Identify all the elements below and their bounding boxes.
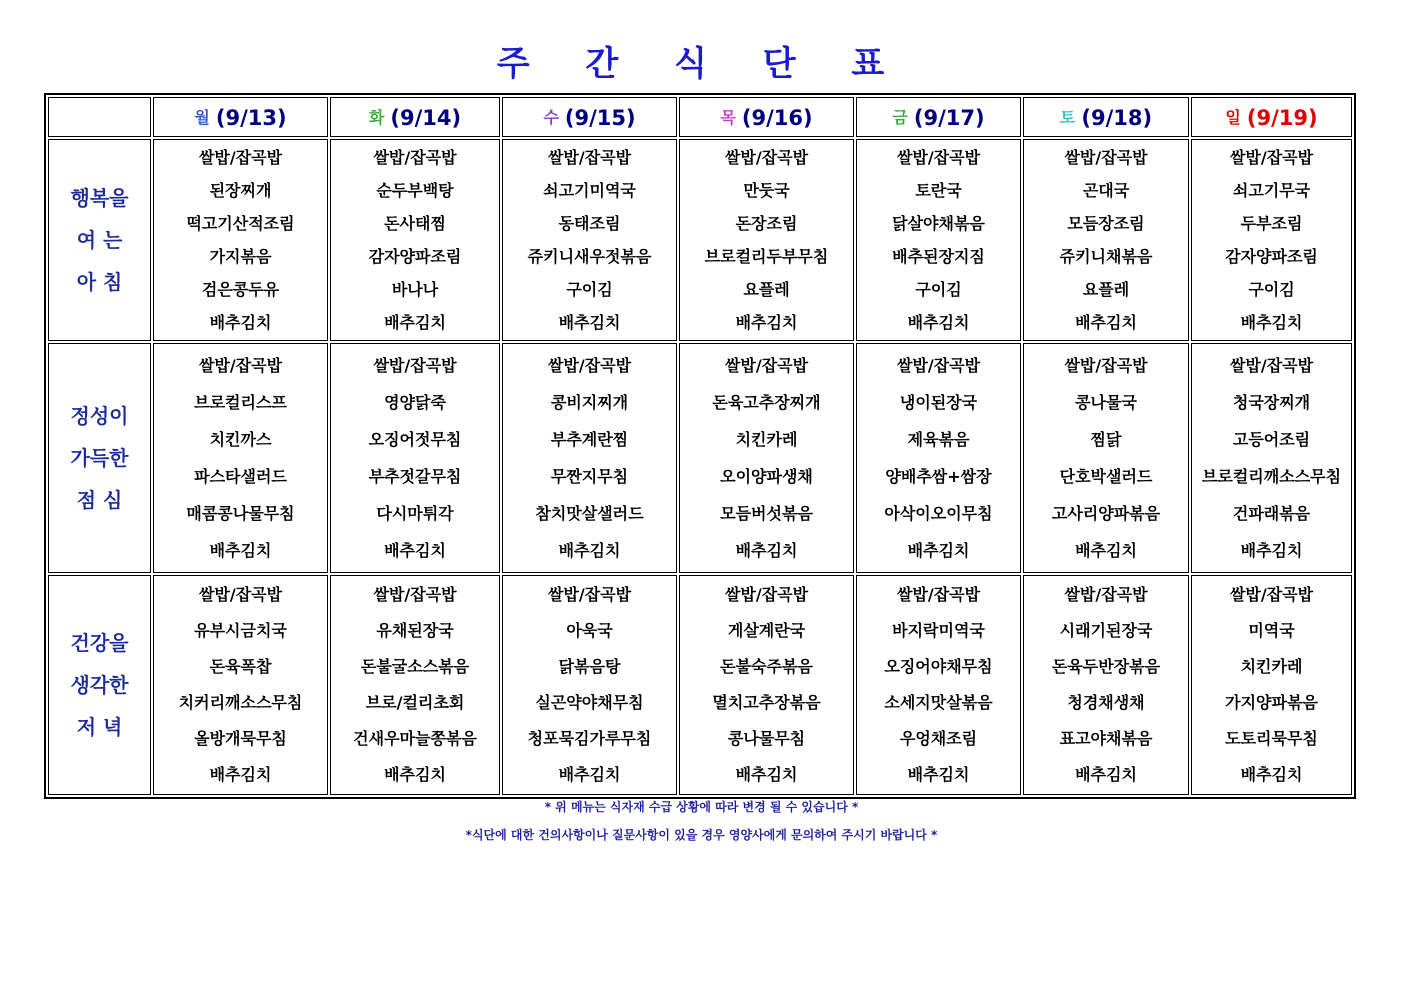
- menu-item: 요플레: [1082, 280, 1130, 299]
- menu-item: 쌀밥/잡곡밥: [1064, 356, 1148, 375]
- menu-item: 모듬버섯볶음: [720, 504, 813, 523]
- menu-item: 쌀밥/잡곡밥: [724, 585, 809, 604]
- menu-cell: [502, 575, 677, 795]
- menu-item: 영양닭죽: [384, 393, 446, 412]
- menu-item: 바지락미역국: [892, 621, 985, 640]
- menu-item: 돈불굴소스볶음: [360, 657, 470, 676]
- menu-item: 유부시금치국: [194, 621, 287, 640]
- menu-item: 참치맛살샐러드: [535, 504, 644, 523]
- meal-label: 점 심: [76, 488, 123, 512]
- meal-label-cell: [48, 343, 151, 573]
- menu-item: 쌀밥/잡곡밥: [1229, 585, 1314, 604]
- menu-item: 바나나: [391, 280, 439, 299]
- weekday-icon: 금: [892, 107, 908, 127]
- menu-item: 돈육폭찹: [209, 657, 272, 676]
- day-date: (9/15): [564, 105, 636, 130]
- menu-cell: [330, 343, 500, 573]
- menu-cell: [856, 575, 1021, 795]
- menu-item: 토란국: [915, 181, 962, 200]
- menu-item: 양배추쌈+쌈장: [885, 467, 992, 486]
- menu-cell: [153, 139, 328, 341]
- page-title: 주 간 식 단 표: [496, 44, 907, 84]
- day-date: (9/19): [1246, 105, 1318, 130]
- day-header: [679, 97, 854, 137]
- dinner-row: [48, 575, 1352, 795]
- menu-item: 냉이된장국: [899, 393, 978, 412]
- menu-item: 쌀밥/잡곡밥: [1229, 148, 1314, 167]
- menu-cell: [330, 139, 500, 341]
- notice-change: * 위 메뉴는 식자재 수급 상황에 따라 변경 될 수 있습니다 *: [544, 800, 859, 814]
- menu-item: 파스타샐러드: [194, 467, 287, 486]
- menu-item: 멸치고추장볶음: [712, 693, 821, 712]
- menu-item: 오징어젓무침: [368, 430, 462, 449]
- menu-item: 게살계란국: [727, 621, 806, 640]
- day-header: [502, 97, 677, 137]
- day-label: [543, 106, 635, 130]
- menu-item: 쌀밥/잡곡밥: [724, 356, 809, 375]
- menu-item: 쌀밥/잡곡밥: [373, 148, 457, 167]
- menu-item: 브로/컬리초회: [365, 693, 465, 712]
- menu-item: 배추김치: [558, 313, 621, 332]
- day-date: (9/16): [741, 105, 813, 130]
- menu-item: 가지양파볶음: [1225, 693, 1318, 712]
- menu-cell: [1023, 343, 1189, 573]
- menu-item: 배추김치: [1075, 313, 1137, 332]
- weekday-icon: 일: [1225, 107, 1241, 127]
- menu-cell: [679, 139, 854, 341]
- menu-item: 모듬장조림: [1067, 214, 1145, 233]
- menu-item: 건새우마늘쫑볶음: [353, 729, 477, 748]
- menu-item: 아삭이오이무침: [884, 504, 993, 523]
- menu-item: 순두부백탕: [376, 181, 454, 200]
- menu-item: 쌀밥/잡곡밥: [896, 585, 981, 604]
- day-date: (9/13): [215, 105, 287, 130]
- menu-cell: [330, 575, 500, 795]
- meal-label: 여 는: [76, 228, 123, 252]
- menu-item: 쌀밥/잡곡밥: [373, 356, 457, 375]
- menu-item: 쌀밥/잡곡밥: [724, 148, 809, 167]
- weekly-menu-table: [44, 93, 1356, 799]
- day-date: (9/14): [390, 105, 462, 130]
- menu-item: 배추김치: [907, 313, 970, 332]
- menu-item: 치킨카레: [735, 430, 798, 449]
- menu-item: 배추김치: [735, 765, 798, 784]
- menu-item: 오징어야채무침: [884, 657, 993, 676]
- day-label: [720, 106, 812, 130]
- menu-item: 쌀밥/잡곡밥: [547, 148, 632, 167]
- menu-item: 시래기된장국: [1059, 621, 1153, 640]
- menu-item: 실곤약야채무침: [535, 693, 644, 712]
- day-label: [1060, 106, 1152, 130]
- menu-item: 고사리양파볶음: [1051, 504, 1161, 523]
- menu-cell: [502, 343, 677, 573]
- menu-item: 고등어조림: [1232, 430, 1311, 449]
- breakfast-row: [48, 139, 1352, 341]
- day-label: [369, 106, 461, 130]
- meal-label: 저 녁: [76, 715, 123, 739]
- menu-cell: [679, 575, 854, 795]
- menu-item: 감자양파조림: [1225, 247, 1318, 266]
- menu-item: 배추김치: [558, 541, 621, 560]
- weekday-icon: 화: [368, 107, 385, 127]
- menu-item: 브로컬리깨소스무침: [1201, 467, 1342, 486]
- day-header: [153, 97, 328, 137]
- menu-item: 건파래볶음: [1232, 504, 1311, 523]
- menu-item: 배추된장지짐: [892, 247, 985, 266]
- day-header: [1023, 97, 1189, 137]
- menu-item: 배추김치: [209, 313, 272, 332]
- meal-label: 생각한: [70, 673, 129, 697]
- menu-item: 떡고기산적조림: [186, 214, 295, 233]
- menu-item: 쌀밥/잡곡밥: [896, 148, 981, 167]
- menu-item: 검은콩두유: [201, 280, 280, 299]
- menu-item: 배추김치: [1240, 313, 1303, 332]
- menu-item: 배추김치: [384, 541, 446, 560]
- corner-cell: [48, 97, 151, 137]
- menu-item: 된장찌개: [209, 181, 272, 200]
- menu-item: 닭살야채볶음: [892, 214, 985, 233]
- weekday-icon: 월: [194, 107, 210, 127]
- menu-item: 구이김: [1248, 280, 1295, 299]
- menu-item: 우엉채조림: [899, 729, 978, 748]
- menu-item: 배추김치: [1075, 541, 1137, 560]
- menu-item: 만둣국: [743, 181, 790, 200]
- menu-item: 찜닭: [1090, 430, 1122, 449]
- menu-item: 콩나물무침: [727, 729, 806, 748]
- menu-item: 배추김치: [558, 765, 621, 784]
- day-label: [892, 106, 984, 130]
- menu-cell: [153, 575, 328, 795]
- menu-item: 쌀밥/잡곡밥: [1229, 356, 1314, 375]
- menu-item: 돈육두반장볶음: [1051, 657, 1161, 676]
- day-label: [1225, 106, 1317, 130]
- menu-item: 부추계란찜: [550, 430, 629, 449]
- menu-item: 무짠지무침: [550, 467, 629, 486]
- menu-item: 쥬키니새우젓볶음: [527, 247, 652, 266]
- menu-cell: [856, 343, 1021, 573]
- menu-item: 요플레: [743, 280, 790, 299]
- menu-item: 배추김치: [384, 313, 446, 332]
- menu-item: 쇠고기무국: [1232, 181, 1311, 200]
- menu-cell: [153, 343, 328, 573]
- weekday-icon: 수: [543, 107, 559, 127]
- menu-item: 가지볶음: [209, 247, 272, 266]
- meal-label-cell: [48, 575, 151, 795]
- notice-inquiry: *식단에 대한 건의사항이나 질문사항이 있을 경우 영양사에게 문의하여 주시기 바랍니다 *: [465, 828, 938, 842]
- menu-item: 쌀밥/잡곡밥: [373, 585, 457, 604]
- day-header: [330, 97, 500, 137]
- menu-cell: [1023, 139, 1189, 341]
- menu-item: 돈불숙주볶음: [720, 657, 813, 676]
- menu-item: 배추김치: [209, 541, 272, 560]
- menu-item: 곤대국: [1082, 181, 1130, 200]
- meal-label-cell: [48, 139, 151, 341]
- menu-item: 돈육고추장찌개: [712, 393, 821, 412]
- menu-item: 배추김치: [907, 541, 970, 560]
- menu-cell: [502, 139, 677, 341]
- menu-item: 쥬키니채볶음: [1059, 247, 1153, 266]
- day-date: (9/18): [1081, 105, 1153, 130]
- menu-item: 쌀밥/잡곡밥: [547, 356, 632, 375]
- menu-item: 배추김치: [735, 313, 798, 332]
- menu-item: 단호박샐러드: [1059, 467, 1153, 486]
- menu-item: 배추김치: [1240, 765, 1303, 784]
- menu-item: 배추김치: [1240, 541, 1303, 560]
- menu-item: 올방개묵무침: [194, 729, 287, 748]
- menu-item: 돈장조림: [735, 214, 798, 233]
- menu-item: 돈사태찜: [384, 214, 446, 233]
- menu-item: 콩나물국: [1075, 393, 1137, 412]
- menu-item: 배추김치: [907, 765, 970, 784]
- menu-cell: [679, 343, 854, 573]
- day-header: [856, 97, 1021, 137]
- lunch-row: [48, 343, 1352, 573]
- day-date: (9/17): [913, 105, 985, 130]
- menu-item: 브로컬리스프: [194, 393, 287, 412]
- day-label: [194, 106, 286, 130]
- menu-item: 도토리묵무침: [1225, 729, 1318, 748]
- menu-cell: [1191, 139, 1352, 341]
- menu-item: 구이김: [566, 280, 613, 299]
- menu-item: 쌀밥/잡곡밥: [896, 356, 981, 375]
- menu-item: 배추김치: [735, 541, 798, 560]
- menu-item: 표고야채볶음: [1059, 729, 1153, 748]
- menu-item: 콩비지찌개: [550, 393, 629, 412]
- menu-item: 배추김치: [384, 765, 446, 784]
- meal-label: 행복을: [70, 186, 129, 210]
- menu-item: 청포묵김가루무침: [527, 729, 652, 748]
- menu-item: 쇠고기미역국: [543, 181, 636, 200]
- menu-item: 쌀밥/잡곡밥: [198, 356, 283, 375]
- menu-item: 유채된장국: [376, 621, 454, 640]
- menu-item: 오이양파생채: [720, 467, 813, 486]
- weekday-icon: 목: [720, 107, 736, 127]
- menu-item: 두부조림: [1240, 214, 1303, 233]
- menu-cell: [1191, 575, 1352, 795]
- menu-item: 매콤콩나물무침: [186, 504, 295, 523]
- menu-cell: [1023, 575, 1189, 795]
- menu-item: 아욱국: [566, 621, 613, 640]
- menu-item: 부추젓갈무침: [368, 467, 462, 486]
- menu-item: 감자양파조림: [368, 247, 462, 266]
- day-header: [1191, 97, 1352, 137]
- menu-item: 쌀밥/잡곡밥: [198, 585, 283, 604]
- meal-label: 정성이: [70, 404, 129, 428]
- menu-cell: [856, 139, 1021, 341]
- menu-item: 쌀밥/잡곡밥: [547, 585, 632, 604]
- menu-item: 소세지맛살볶음: [884, 693, 993, 712]
- menu-item: 구이김: [915, 280, 962, 299]
- menu-item: 배추김치: [209, 765, 272, 784]
- menu-item: 치커리깨소스무침: [178, 693, 303, 712]
- menu-item: 닭볶음탕: [558, 657, 621, 676]
- menu-item: 쌀밥/잡곡밥: [198, 148, 283, 167]
- meal-label: 아 침: [76, 270, 123, 294]
- meal-label: 건강을: [70, 631, 129, 655]
- menu-item: 청국장찌개: [1232, 393, 1311, 412]
- menu-item: 배추김치: [1075, 765, 1137, 784]
- menu-item: 브로컬리두부무침: [704, 247, 829, 266]
- meal-label: 가득한: [70, 446, 129, 470]
- menu-item: 미역국: [1248, 621, 1295, 640]
- header-row: [48, 97, 1352, 137]
- weekday-icon: 토: [1059, 107, 1076, 127]
- menu-item: 청경채생채: [1067, 693, 1145, 712]
- menu-item: 쌀밥/잡곡밥: [1064, 148, 1148, 167]
- menu-item: 동태조림: [558, 214, 621, 233]
- menu-item: 치킨까스: [209, 430, 272, 449]
- menu-item: 제육볶음: [907, 430, 970, 449]
- menu-item: 쌀밥/잡곡밥: [1064, 585, 1148, 604]
- menu-cell: [1191, 343, 1352, 573]
- menu-item: 다시마튀각: [376, 504, 454, 523]
- menu-item: 치킨카레: [1240, 657, 1303, 676]
